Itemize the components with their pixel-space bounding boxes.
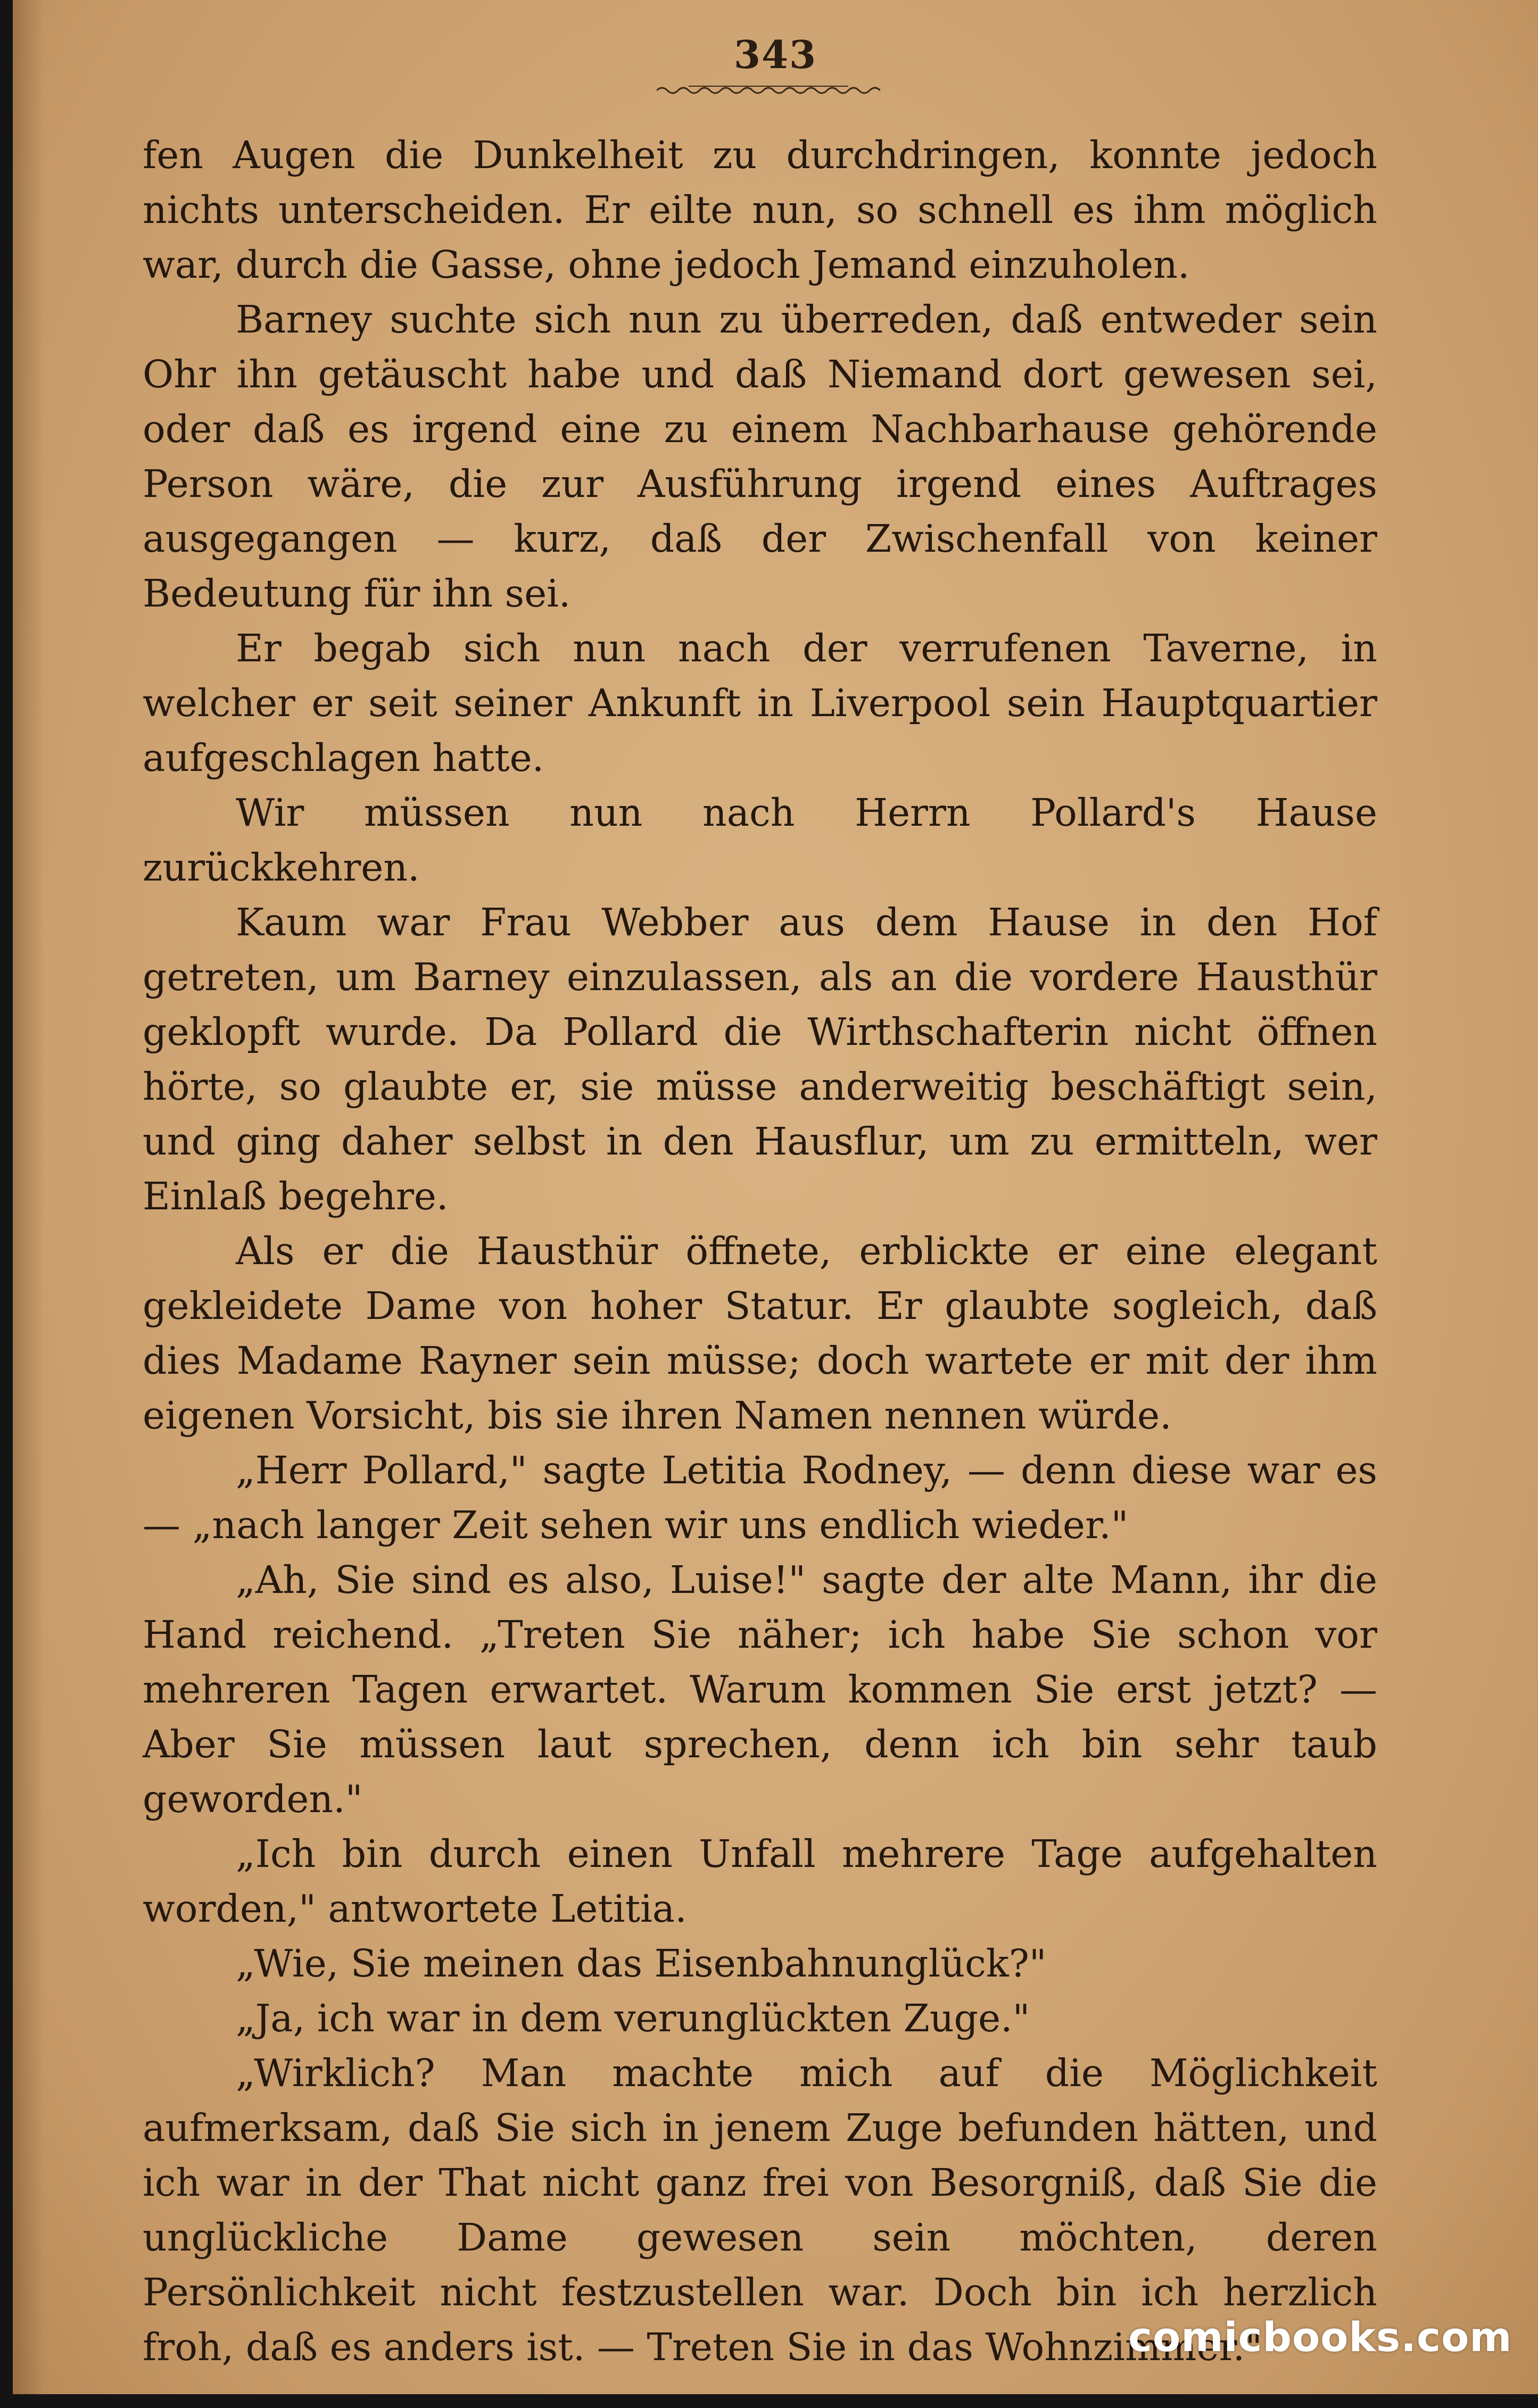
- paragraph: „Wirklich? Man machte mich auf die Möglichkeit aufmerksam, daß Sie sich in jenem Zuge befunden hätten, und ich war in der That nicht ganz frei von Besorgniß, daß Sie die unglückliche Dame gewesen sein möchten, deren Persönlichkeit nicht festzustellen war. Doch bin ich herzlich froh, daß es anders ist. — Treten Sie in das Wohnzimmer.": [143, 2051, 1377, 2369]
- paragraph: „Ah, Sie sind es also, Luise!" sagte der alte Mann, ihr die Hand reichend. „Treten Sie näher; ich habe Sie schon vor mehreren Tagen erwartet. Warum kommen Sie erst jetzt? — Aber Sie müssen laut sprechen, denn ich bin sehr taub geworden.": [143, 1558, 1377, 1821]
- paragraph: „Herr Pollard," sagte Letitia Rodney, — denn diese war es — „nach langer Zeit sehen wir uns endlich wieder.": [143, 1448, 1377, 1547]
- ornament-divider: [657, 83, 880, 95]
- paragraph: „Ja, ich war in dem verunglückten Zuge.": [236, 1996, 1030, 2040]
- paragraph: Als er die Hausthür öffnete, erblickte er eine elegant gekleidete Dame von hoher Statur. Er glaubte sogleich, daß dies Madame Rayner sein müsse; doch wartete er mit der ihm eigenen Vorsicht, bis sie ihren Namen nennen würde.: [143, 1229, 1377, 1438]
- body-text: [143, 128, 1377, 2374]
- paragraph: „Ich bin durch einen Unfall mehrere Tage aufgehalten worden," antwortete Letitia.: [143, 1832, 1377, 1931]
- paragraph: Barney suchte sich nun zu überreden, daß entweder sein Ohr ihn getäuscht habe und daß Niemand dort gewesen sei, oder daß es irgend eine zu einem Nachbarhause gehörende Person wäre, die zur Ausführung irgend eines Auftrages ausgegangen — kurz, daß der Zwischenfall von keiner Bedeutung für ihn sei.: [143, 297, 1377, 616]
- paragraph: „Wie, Sie meinen das Eisenbahnunglück?": [236, 1941, 1047, 1986]
- page-number: 343: [733, 32, 817, 77]
- paragraph: Kaum war Frau Webber aus dem Hause in den Hof getreten, um Barney einzulassen, als an die vordere Hausthür geklopft wurde. Da Pollard die Wirthschafterin nicht öffnen hörte, so glaubte er, sie müsse anderweitig beschäftigt sein, und ging daher selbst in den Hausflur, um zu ermitteln, wer Einlaß begehre.: [143, 900, 1377, 1218]
- page-edge-shadow: [13, 0, 45, 2394]
- paragraph: fen Augen die Dunkelheit zu durchdringen, konnte jedoch nichts unterscheiden. Er eilte nun, so schnell es ihm möglich war, durch die Gasse, ohne jedoch Jemand einzuholen.: [143, 133, 1377, 287]
- watermark: comicbooks.com: [1128, 2313, 1512, 2361]
- paragraph: Er begab sich nun nach der verrufenen Taverne, in welcher er seit seiner Ankunft in Liverpool sein Hauptquartier aufgeschlagen hatte.: [143, 626, 1377, 780]
- book-page: [13, 0, 1538, 2394]
- paragraph: Wir müssen nun nach Herrn Pollard's Hause zurückkehren.: [143, 791, 1377, 890]
